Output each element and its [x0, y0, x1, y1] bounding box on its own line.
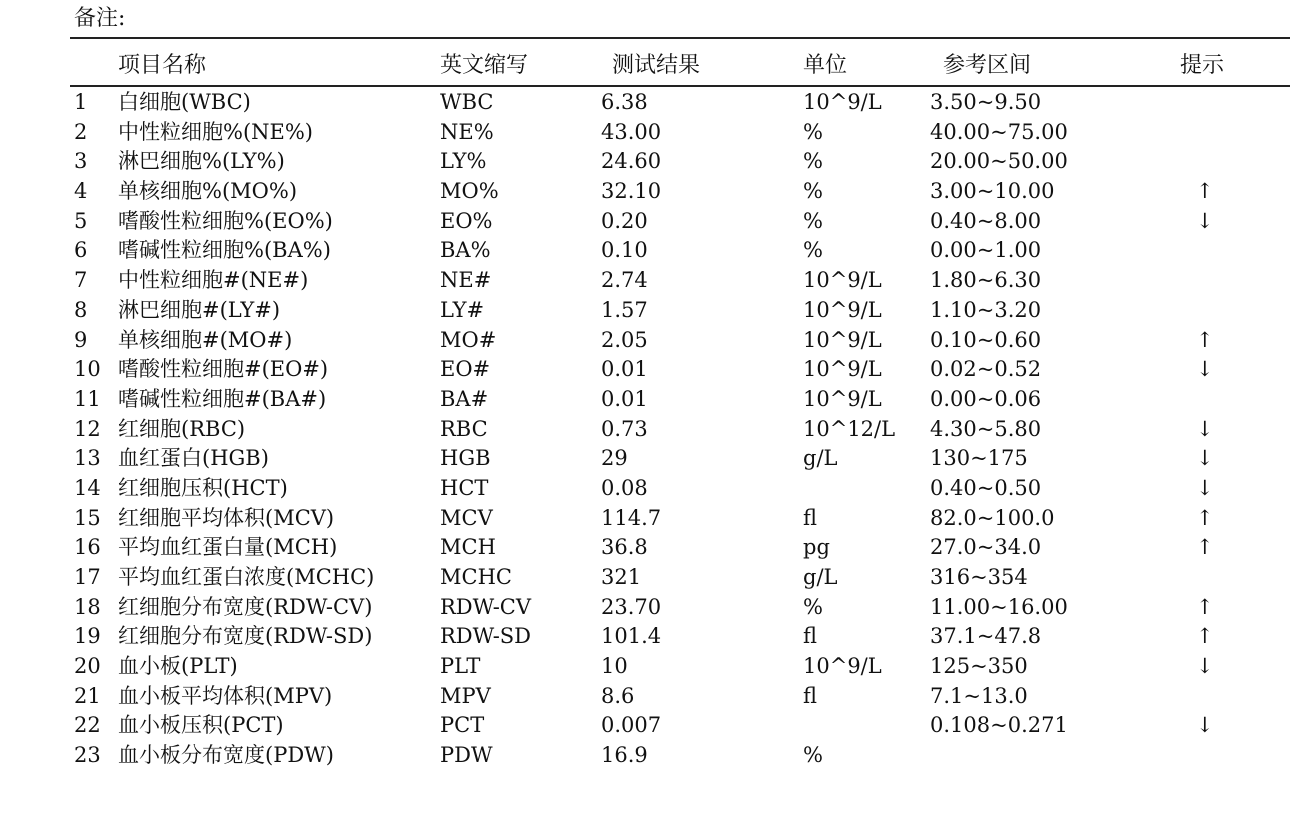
test-result: 0.08: [601, 475, 648, 500]
table-header: [0, 50, 1290, 82]
reference-range: 125~350: [930, 654, 1028, 679]
abnormal-flag: ↓: [1196, 475, 1214, 500]
reference-range: 11.00~16.00: [930, 594, 1068, 619]
row-number: 1: [74, 90, 88, 114]
test-unit: 10^9/L: [803, 654, 882, 679]
test-result: 0.73: [601, 416, 648, 441]
reference-range: 20.00~50.00: [930, 149, 1068, 174]
row-number: 12: [74, 416, 101, 441]
test-abbreviation: NE%: [440, 119, 494, 144]
table-row: [0, 444, 1290, 474]
test-name: 血小板分布宽度(PDW): [118, 743, 334, 768]
test-name: 红细胞(RBC): [118, 416, 246, 441]
row-number: 11: [74, 386, 101, 411]
test-abbreviation: LY#: [440, 297, 485, 322]
table-row: [0, 207, 1290, 237]
abnormal-flag: ↑: [1196, 594, 1214, 619]
row-number: 7: [74, 268, 88, 293]
test-name: 单核细胞#(MO#): [118, 327, 293, 352]
test-name: 白细胞(WBC): [118, 90, 251, 114]
test-unit: 10^9/L: [803, 268, 882, 293]
row-number: 19: [74, 624, 101, 649]
test-unit: pg: [803, 535, 830, 560]
test-abbreviation: RDW-CV: [440, 594, 532, 619]
test-name: 平均血红蛋白量(MCH): [118, 535, 338, 560]
table-row: [0, 711, 1290, 741]
reference-range: 37.1~47.8: [930, 624, 1042, 649]
test-abbreviation: PDW: [440, 743, 493, 768]
test-name: 红细胞分布宽度(RDW-CV): [118, 594, 373, 619]
test-unit: fl: [803, 683, 818, 708]
column-header-unit: 单位: [803, 53, 848, 78]
test-unit: %: [803, 208, 823, 233]
test-name: 血红蛋白(HGB): [118, 446, 269, 471]
row-number: 9: [74, 327, 88, 352]
reference-range: 0.00~0.06: [930, 386, 1042, 411]
column-header-result: 测试结果: [612, 53, 701, 78]
test-name: 嗜碱性粒细胞%(BA%): [118, 238, 331, 263]
test-result: 16.9: [601, 743, 648, 768]
test-abbreviation: BA%: [440, 238, 491, 263]
table-row: [0, 236, 1290, 266]
test-unit: %: [803, 594, 823, 619]
test-name: 嗜酸性粒细胞%(EO%): [118, 208, 333, 233]
test-result: 114.7: [601, 505, 662, 530]
column-header-name: 项目名称: [118, 53, 207, 78]
test-result: 0.10: [601, 238, 648, 263]
test-abbreviation: RBC: [440, 416, 488, 441]
row-number: 18: [74, 594, 101, 619]
reference-range: 7.1~13.0: [930, 683, 1028, 708]
test-result: 0.01: [601, 357, 648, 382]
test-name: 淋巴细胞#(LY#): [118, 297, 281, 322]
reference-range: 1.10~3.20: [930, 297, 1042, 322]
test-result: 23.70: [601, 594, 662, 619]
test-result: 321: [601, 565, 642, 589]
test-unit: %: [803, 179, 823, 204]
test-result: 29: [601, 446, 628, 471]
test-unit: %: [803, 119, 823, 144]
row-number: 2: [74, 119, 88, 144]
table-row: [0, 355, 1290, 385]
reference-range: 1.80~6.30: [930, 268, 1042, 293]
table-row: [0, 296, 1290, 326]
row-number: 17: [74, 565, 101, 589]
column-header-abbreviation: 英文缩写: [440, 53, 529, 78]
test-abbreviation: MO%: [440, 179, 499, 204]
abnormal-flag: ↓: [1196, 654, 1214, 679]
test-abbreviation: MCV: [440, 505, 493, 530]
test-name: 嗜碱性粒细胞#(BA#): [118, 386, 327, 411]
table-row: [0, 622, 1290, 652]
test-unit: 10^9/L: [803, 386, 882, 411]
test-unit: 10^9/L: [803, 90, 882, 114]
test-unit: 10^12/L: [803, 416, 896, 441]
reference-range: 130~175: [930, 446, 1028, 471]
abnormal-flag: ↓: [1196, 357, 1214, 382]
test-result: 1.57: [601, 297, 648, 322]
test-result: 36.8: [601, 535, 648, 560]
test-unit: g/L: [803, 565, 838, 589]
test-name: 中性粒细胞%(NE%): [118, 119, 313, 144]
reference-range: 82.0~100.0: [930, 505, 1055, 530]
test-unit: %: [803, 149, 823, 174]
test-name: 中性粒细胞#(NE#): [118, 268, 309, 293]
test-result: 0.20: [601, 208, 648, 233]
test-unit: fl: [803, 505, 818, 530]
abnormal-flag: ↓: [1196, 208, 1214, 233]
test-abbreviation: LY%: [440, 149, 487, 174]
test-result: 43.00: [601, 119, 662, 144]
table-row: [0, 593, 1290, 623]
test-result: 6.38: [601, 90, 648, 114]
table-row: [0, 563, 1290, 593]
table-row: [0, 682, 1290, 712]
table-row: [0, 147, 1290, 177]
test-abbreviation: HCT: [440, 475, 489, 500]
test-unit: %: [803, 743, 823, 768]
test-abbreviation: NE#: [440, 268, 492, 293]
reference-range: 27.0~34.0: [930, 535, 1042, 560]
top-divider: [70, 37, 1290, 39]
test-abbreviation: EO%: [440, 208, 493, 233]
reference-range: 0.10~0.60: [930, 327, 1042, 352]
test-abbreviation: RDW-SD: [440, 624, 532, 649]
reference-range: 3.00~10.00: [930, 179, 1055, 204]
reference-range: 3.50~9.50: [930, 90, 1042, 114]
test-name: 嗜酸性粒细胞#(EO#): [118, 357, 329, 382]
table-row: [0, 177, 1290, 207]
test-abbreviation: MO#: [440, 327, 497, 352]
table-row: [0, 741, 1290, 771]
reference-range: 0.108~0.271: [930, 713, 1068, 738]
row-number: 3: [74, 149, 88, 174]
abnormal-flag: ↓: [1196, 416, 1214, 441]
row-number: 22: [74, 713, 101, 738]
reference-range: 0.40~8.00: [930, 208, 1042, 233]
test-result: 24.60: [601, 149, 662, 174]
table-row: [0, 326, 1290, 356]
reference-range: 0.40~0.50: [930, 475, 1042, 500]
test-result: 0.01: [601, 386, 648, 411]
test-abbreviation: MCH: [440, 535, 496, 560]
test-abbreviation: WBC: [440, 90, 494, 114]
test-abbreviation: BA#: [440, 386, 489, 411]
test-name: 血小板(PLT): [118, 654, 238, 679]
test-unit: g/L: [803, 446, 838, 471]
test-name: 血小板平均体积(MPV): [118, 683, 333, 708]
test-abbreviation: MPV: [440, 683, 491, 708]
test-unit: 10^9/L: [803, 327, 882, 352]
test-unit: %: [803, 238, 823, 263]
abnormal-flag: ↑: [1196, 505, 1214, 530]
table-row: [0, 118, 1290, 148]
test-result: 32.10: [601, 179, 662, 204]
row-number: 5: [74, 208, 88, 233]
reference-range: 0.00~1.00: [930, 238, 1042, 263]
row-number: 8: [74, 297, 88, 322]
test-result: 10: [601, 654, 628, 679]
row-number: 6: [74, 238, 88, 263]
row-number: 14: [74, 475, 101, 500]
test-name: 单核细胞%(MO%): [118, 179, 298, 204]
reference-range: 316~354: [930, 565, 1028, 589]
test-result: 0.007: [601, 713, 662, 738]
table-row: [0, 652, 1290, 682]
test-result: 8.6: [601, 683, 635, 708]
row-number: 4: [74, 179, 88, 204]
row-number: 23: [74, 743, 101, 768]
remarks-label: 备注:: [74, 6, 126, 31]
abnormal-flag: ↑: [1196, 535, 1214, 560]
table-row: [0, 266, 1290, 296]
header-divider: [70, 85, 1290, 87]
test-unit: 10^9/L: [803, 357, 882, 382]
reference-range: 4.30~5.80: [930, 416, 1042, 441]
test-result: 2.74: [601, 268, 648, 293]
table-row: [0, 533, 1290, 563]
row-number: 10: [74, 357, 101, 382]
column-header-reference: 参考区间: [943, 53, 1032, 78]
column-header-flag: 提示: [1180, 53, 1225, 78]
row-number: 21: [74, 683, 101, 708]
test-name: 红细胞压积(HCT): [118, 475, 288, 500]
test-name: 平均血红蛋白浓度(MCHC): [118, 565, 375, 589]
abnormal-flag: ↓: [1196, 713, 1214, 738]
abnormal-flag: ↓: [1196, 446, 1214, 471]
test-abbreviation: EO#: [440, 357, 491, 382]
abnormal-flag: ↑: [1196, 624, 1214, 649]
test-result: 2.05: [601, 327, 648, 352]
test-result: 101.4: [601, 624, 662, 649]
test-abbreviation: HGB: [440, 446, 491, 471]
test-unit: fl: [803, 624, 818, 649]
test-abbreviation: PLT: [440, 654, 481, 679]
table-row: [0, 88, 1290, 118]
table-row: [0, 385, 1290, 415]
reference-range: 0.02~0.52: [930, 357, 1042, 382]
test-abbreviation: MCHC: [440, 565, 512, 589]
table-row: [0, 474, 1290, 504]
test-abbreviation: PCT: [440, 713, 485, 738]
test-unit: 10^9/L: [803, 297, 882, 322]
table-row: [0, 504, 1290, 534]
row-number: 15: [74, 505, 101, 530]
results-table-body: [0, 88, 1290, 771]
abnormal-flag: ↑: [1196, 179, 1214, 204]
row-number: 20: [74, 654, 101, 679]
test-name: 红细胞平均体积(MCV): [118, 505, 335, 530]
test-name: 红细胞分布宽度(RDW-SD): [118, 624, 373, 649]
test-name: 淋巴细胞%(LY%): [118, 149, 285, 174]
row-number: 13: [74, 446, 101, 471]
reference-range: 40.00~75.00: [930, 119, 1068, 144]
table-row: [0, 415, 1290, 445]
abnormal-flag: ↑: [1196, 327, 1214, 352]
test-name: 血小板压积(PCT): [118, 713, 284, 738]
row-number: 16: [74, 535, 101, 560]
